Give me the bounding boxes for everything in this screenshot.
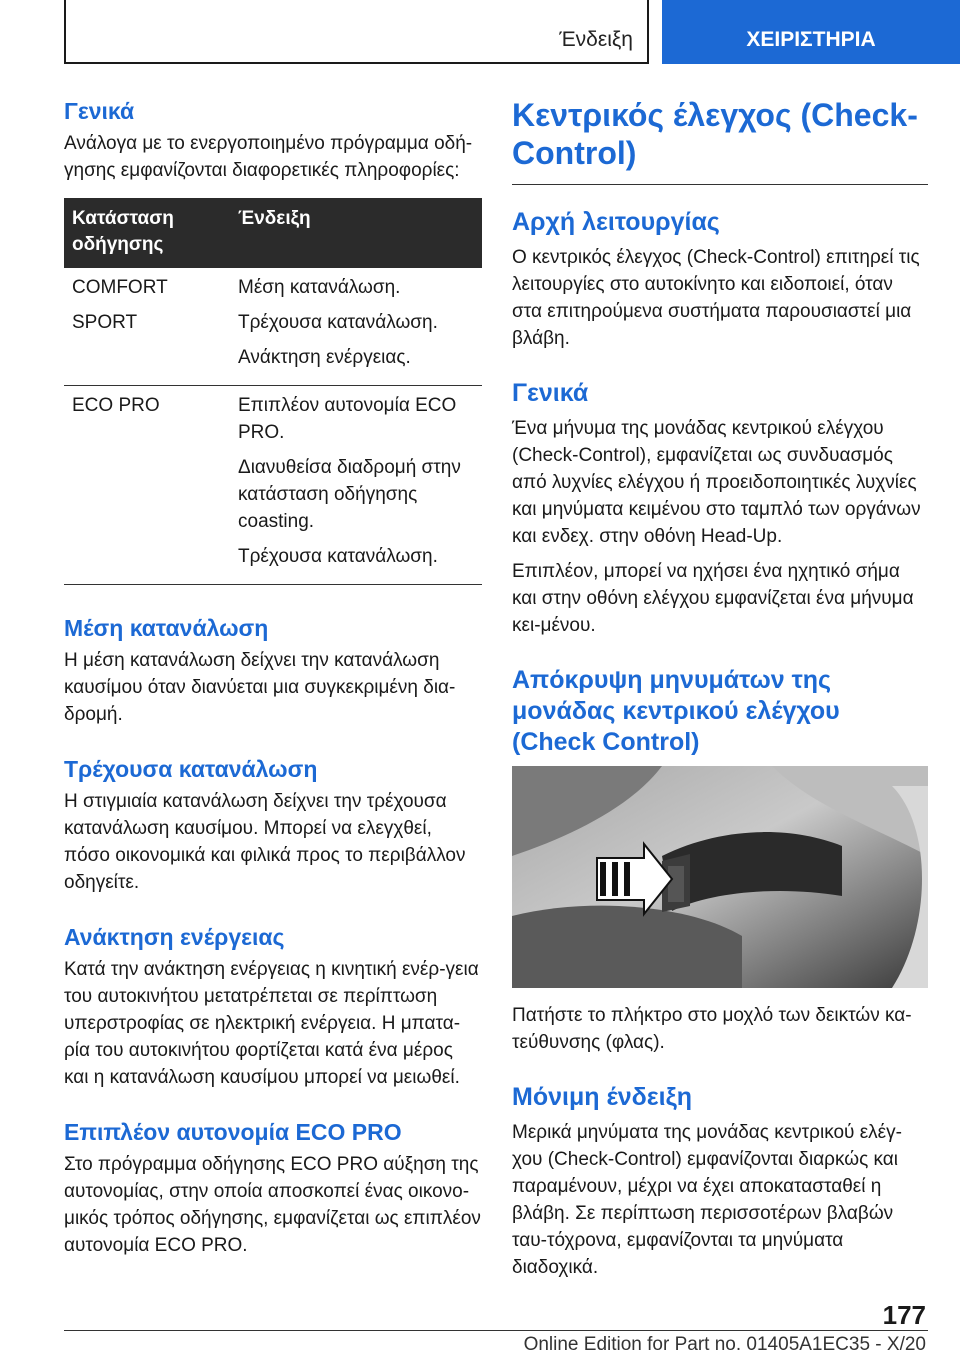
table-cell-display bbox=[230, 268, 482, 386]
right-column bbox=[512, 96, 928, 1307]
footer-divider bbox=[64, 1330, 928, 1331]
mode-comfort: COMFORT bbox=[72, 277, 168, 298]
display-item: Διανυθείσα διαδρομή στην κατάσταση οδήγησης coasting. bbox=[238, 457, 461, 532]
check-control-title: Κεντρικός έλεγχος (Check-Control) bbox=[512, 96, 928, 185]
general-cc-text-2: Επιπλέον, μπορεί να ηχήσει ένα ηχητικό σήμα και στην οθόνη ελέγχου εμφανίζεται ένα μήνυμα κει-μένου. bbox=[512, 561, 914, 636]
display-item: Επιπλέον αυτονομία ECO PRO. bbox=[238, 395, 457, 443]
display-item: Μέση κατανάλωση. bbox=[238, 277, 401, 298]
average-consumption-block bbox=[64, 613, 482, 728]
table-header-mode: Κατάσταση οδήγησης bbox=[64, 198, 230, 268]
table-cell-display bbox=[230, 386, 482, 585]
turn-signal-lever-image bbox=[512, 766, 928, 988]
principle-text: Ο κεντρικός έλεγχος (Check-Control) επιτηρεί τις λειτουργίες στο αυτοκίνητο και ειδοποιεί, όταν στα επιτηρούμενα συστήματα παρουσιαστεί μια βλάβη. bbox=[512, 247, 920, 349]
mode-eco-pro: ECO PRO bbox=[72, 395, 160, 416]
section-heading: Επιπλέον αυτονομία ECO PRO bbox=[64, 1119, 402, 1145]
page-number: 177 bbox=[882, 1300, 926, 1330]
mode-sport: SPORT bbox=[72, 312, 138, 333]
section-text: Η στιγμιαία κατανάλωση δείχνει την τρέχουσα κατανάλωση καυσίμου. Μπορεί να ελεγχθεί, πόσο οικονομικά και φιλικά προς το περιβάλλον οδηγείτε. bbox=[64, 791, 466, 893]
principle-block bbox=[512, 207, 928, 352]
general-heading: Γενικά bbox=[64, 98, 135, 124]
table-row bbox=[64, 386, 482, 585]
hide-messages-caption: Πατήστε το πλήκτρο στο μοχλό των δεικτών κα-τεύθυνσης (φλας). bbox=[512, 1005, 912, 1053]
section-heading: Μέση κατανάλωση bbox=[64, 615, 269, 641]
current-consumption-block bbox=[64, 754, 482, 896]
footer-edition: Online Edition for Part no. 01405A1EC35 - X/20 bbox=[523, 1334, 926, 1355]
left-column bbox=[64, 96, 482, 1285]
table-cell-modes bbox=[64, 268, 230, 386]
section-text: Στο πρόγραμμα οδήγησης ECO PRO αύξηση της αυτονομίας, στην οποία αποσκοπεί ένας οικονο-μικός τρόπος οδήγησης, εμφανίζεται ως επιπλέον αυτονομία ECO PRO. bbox=[64, 1154, 481, 1256]
header-section-label: Ένδειξη bbox=[559, 28, 633, 51]
header-chapter-tab: ΧΕΙΡΙΣΤΗΡΙΑ bbox=[662, 0, 960, 64]
eco-pro-range-block bbox=[64, 1117, 482, 1259]
section-text: Η μέση κατανάλωση δείχνει την κατανάλωση καυσίμου όταν διανύεται μια συγκεκριμένη δια-δρομή. bbox=[64, 650, 456, 725]
general-text: Ανάλογα με το ενεργοποιημένο πρόγραμμα οδή-γησης εμφανίζονται διαφορετικές πληροφορίες: bbox=[64, 133, 473, 181]
display-item: Ανάκτηση ενέργειας. bbox=[238, 347, 411, 368]
section-heading: Τρέχουσα κατανάλωση bbox=[64, 756, 318, 782]
energy-recovery-block bbox=[64, 922, 482, 1091]
table-row bbox=[64, 268, 482, 386]
table-cell-modes bbox=[64, 386, 230, 585]
display-item: Τρέχουσα κατανάλωση. bbox=[238, 312, 438, 333]
general-cc-text-1: Ένα μήνυμα της μονάδας κεντρικού ελέγχου (Check-Control), εμφανίζεται ως συνδυασμός από λυχνίες ελέγχου ή προειδοποιητικές λυχνίες και μηνύματα κειμένου στο ταμπλό των οργάνων και ενδεχ. στην οθόνη Head-Up. bbox=[512, 418, 921, 547]
turn-signal-lever-illustration bbox=[512, 766, 928, 988]
table-header-display: Ένδειξη bbox=[230, 198, 482, 268]
general-cc-heading: Γενικά bbox=[512, 379, 589, 407]
hide-messages-block bbox=[512, 665, 928, 1056]
hide-messages-heading: Απόκρυψη μηνυμάτων της μονάδας κεντρικού ελέγχου (Check Control) bbox=[512, 666, 840, 756]
general-cc-block bbox=[512, 378, 928, 639]
section-heading: Ανάκτηση ενέργειας bbox=[64, 924, 285, 950]
display-item: Τρέχουσα κατανάλωση. bbox=[238, 546, 438, 567]
permanent-display-block bbox=[512, 1082, 928, 1281]
header-section-box bbox=[64, 0, 649, 64]
principle-heading: Αρχή λειτουργίας bbox=[512, 208, 720, 236]
permanent-display-text: Μερικά μηνύματα της μονάδας κεντρικού ελέγ-χου (Check-Control) εμφανίζονται διαρκώς και παραμένουν, μέχρι να έχει αποκατασταθεί η βλάβη. Σε περίπτωση περισσοτέρων βλαβών ταυ-τόχρονα, εμφανίζονται τα μηνύματα διαδοχικά. bbox=[512, 1122, 902, 1278]
permanent-display-heading: Μόνιμη ένδειξη bbox=[512, 1083, 693, 1111]
driving-mode-table bbox=[64, 198, 482, 585]
section-text: Κατά την ανάκτηση ενέργειας η κινητική ενέρ-γεια του αυτοκινήτου μετατρέπεται σε περίπτωση υπερστροφίας σε ηλεκτρική ενέργεια. Η μπατα-ρία του αυτοκινήτου φορτίζεται κατά ένα μέρος και η κατανάλωση καυσίμου μπορεί να μειωθεί. bbox=[64, 959, 479, 1088]
general-block bbox=[64, 96, 482, 184]
table-header-row bbox=[64, 198, 482, 268]
